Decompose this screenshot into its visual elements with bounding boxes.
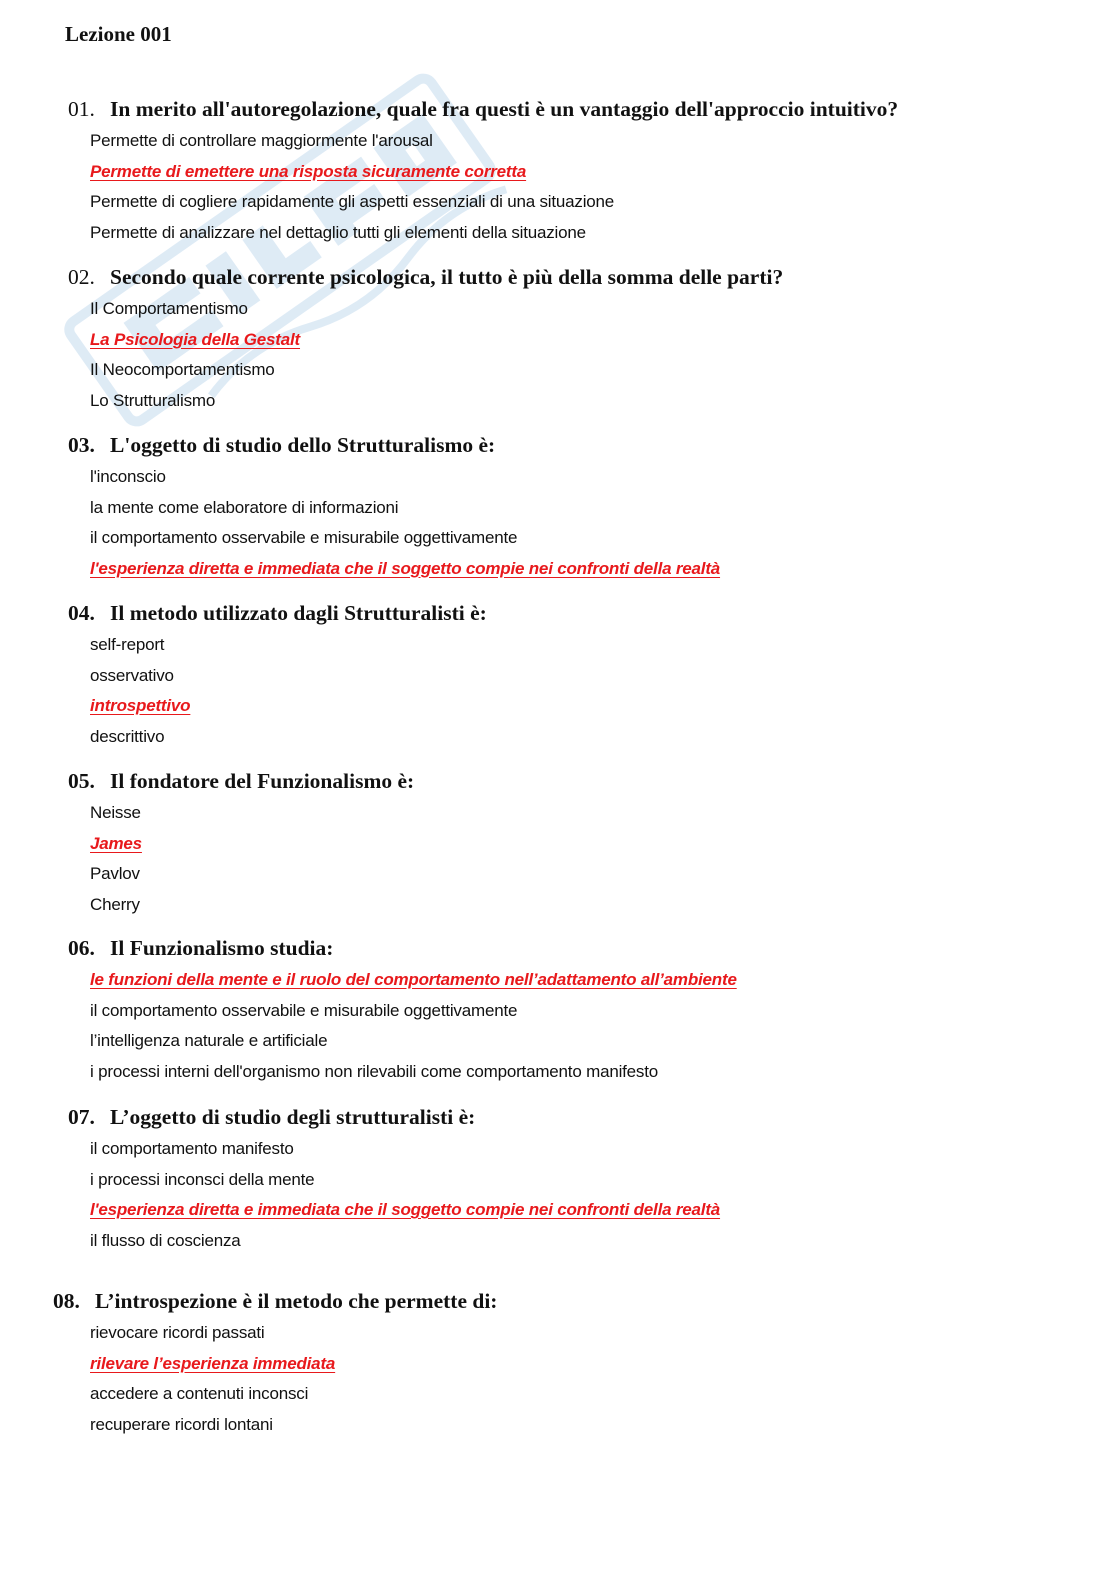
answer-option-correct: l'esperienza diretta e immediata che il soggetto compie nei confronti della realtà bbox=[90, 558, 721, 578]
question-text: Secondo quale corrente psicologica, il tutto è più della somma delle parti? bbox=[110, 265, 784, 289]
question-heading bbox=[68, 96, 1088, 122]
answer-list bbox=[90, 798, 1088, 920]
question-text: Il Funzionalismo studia: bbox=[110, 936, 334, 960]
question-number: 06. bbox=[68, 936, 95, 960]
question-1 bbox=[68, 96, 1088, 248]
answer-option: i processi interni dell'organismo non rilevabili come comportamento manifesto bbox=[90, 1061, 659, 1081]
answer-option: rievocare ricordi passati bbox=[90, 1323, 265, 1342]
answer-list bbox=[90, 630, 1088, 752]
answer-list bbox=[90, 294, 1088, 416]
question-number: 03. bbox=[68, 433, 95, 457]
answer-list bbox=[90, 1134, 1088, 1256]
question-7 bbox=[68, 1104, 1088, 1256]
answer-option-correct: le funzioni della mente e il ruolo del comportamento nell’adattamento all’ambiente bbox=[90, 970, 737, 989]
answer-option: i processi inconsci della mente bbox=[90, 1169, 315, 1189]
answer-option: Permette di analizzare nel dettaglio tutti gli elementi della situazione bbox=[90, 222, 586, 242]
answer-option-correct: James bbox=[90, 833, 142, 853]
question-text: Il fondatore del Funzionalismo è: bbox=[110, 769, 415, 793]
question-4 bbox=[68, 600, 1088, 752]
question-heading bbox=[68, 935, 1088, 961]
answer-list bbox=[90, 462, 1088, 584]
answer-option: Neisse bbox=[90, 803, 141, 822]
question-text: Il metodo utilizzato dagli Strutturalisti è: bbox=[110, 601, 487, 625]
question-text: In merito all'autoregolazione, quale fra questi è un vantaggio dell'approccio intuitivo? bbox=[110, 97, 899, 121]
answer-option: recuperare ricordi lontani bbox=[90, 1414, 273, 1434]
question-number: 01. bbox=[68, 97, 95, 121]
answer-option: Il Neocomportamentismo bbox=[90, 360, 275, 379]
answer-list bbox=[90, 126, 1088, 248]
question-heading bbox=[68, 432, 1088, 458]
question-text: L’introspezione è il metodo che permette di: bbox=[95, 1289, 498, 1313]
answer-option: Lo Strutturalismo bbox=[90, 390, 216, 410]
answer-option: Permette di controllare maggiormente l'arousal bbox=[90, 131, 433, 150]
question-text: L'oggetto di studio dello Strutturalismo è: bbox=[110, 433, 496, 457]
question-8 bbox=[53, 1288, 1073, 1440]
answer-option-correct: La Psicologia della Gestalt bbox=[90, 329, 301, 349]
page-title: Lezione 001 bbox=[65, 22, 172, 46]
question-heading bbox=[53, 1288, 1073, 1314]
answer-option-correct: l'esperienza diretta e immediata che il soggetto compie nei confronti della realtà bbox=[90, 1200, 721, 1219]
answer-option: Il Comportamentismo bbox=[90, 299, 248, 318]
answer-option: il comportamento osservabile e misurabile oggettivamente bbox=[90, 528, 518, 547]
answer-option: Permette di cogliere rapidamente gli aspetti essenziali di una situazione bbox=[90, 192, 615, 211]
question-heading bbox=[68, 264, 1088, 290]
question-2 bbox=[68, 264, 1088, 416]
answer-option: Cherry bbox=[90, 894, 140, 914]
answer-option: descrittivo bbox=[90, 726, 165, 746]
question-heading bbox=[68, 600, 1088, 626]
question-number: 08. bbox=[53, 1289, 80, 1313]
answer-option: accedere a contenuti inconsci bbox=[90, 1384, 309, 1403]
answer-list bbox=[90, 1318, 1073, 1440]
question-text: L’oggetto di studio degli strutturalisti è: bbox=[110, 1105, 476, 1129]
answer-option-correct: rilevare l’esperienza immediata bbox=[90, 1353, 336, 1373]
question-heading bbox=[68, 768, 1088, 794]
question-heading bbox=[68, 1104, 1088, 1130]
answer-option: il comportamento manifesto bbox=[90, 1139, 294, 1158]
answer-option-correct: introspettivo bbox=[90, 696, 191, 715]
answer-option: la mente come elaboratore di informazioni bbox=[90, 497, 399, 517]
answer-list bbox=[90, 965, 1088, 1087]
question-5 bbox=[68, 768, 1088, 920]
answer-option: il flusso di coscienza bbox=[90, 1230, 241, 1250]
question-number: 04. bbox=[68, 601, 95, 625]
answer-option: il comportamento osservabile e misurabile oggettivamente bbox=[90, 1000, 518, 1020]
question-6 bbox=[68, 935, 1088, 1087]
answer-option: l’intelligenza naturale e artificiale bbox=[90, 1031, 328, 1050]
answer-option: l'inconscio bbox=[90, 467, 166, 486]
answer-option-correct: Permette di emettere una risposta sicuramente corretta bbox=[90, 161, 527, 181]
question-number: 05. bbox=[68, 769, 95, 793]
answer-option: Pavlov bbox=[90, 864, 140, 883]
question-number: 07. bbox=[68, 1105, 95, 1129]
question-3 bbox=[68, 432, 1088, 584]
answer-option: self-report bbox=[90, 635, 165, 654]
answer-option: osservativo bbox=[90, 665, 174, 685]
question-number: 02. bbox=[68, 265, 95, 289]
